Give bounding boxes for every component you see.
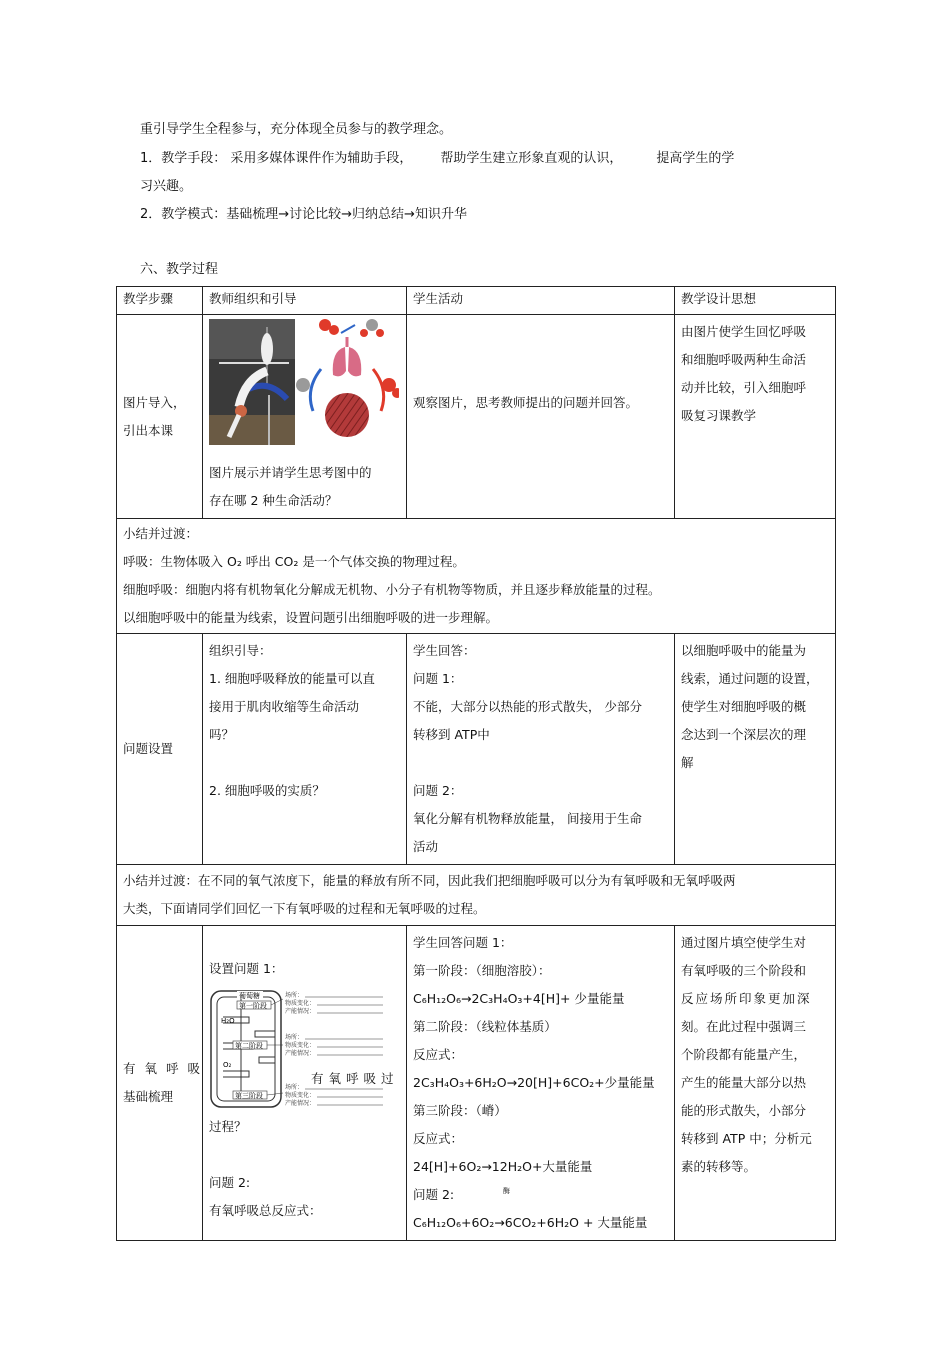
intro-item-1: [140, 147, 734, 166]
design-text: 个阶段都有能量产生，: [681, 1047, 807, 1062]
diagram-label-h2o: H₂O: [221, 1017, 235, 1025]
diagram-field-energy: 产能情况：: [285, 1008, 316, 1015]
student-text: 反应式：: [413, 1047, 464, 1062]
design-text: 有氧呼吸的三个阶段和: [681, 963, 807, 978]
teacher-text: 过程？: [209, 1119, 247, 1134]
teacher-text: 设置问题 1：: [209, 961, 284, 976]
intro-item-1-c: 提高学生的学: [656, 151, 735, 166]
enzyme-mark: 酶: [503, 1187, 510, 1195]
student-text: 学生回答：: [413, 643, 476, 658]
table-row-summary-2: [117, 865, 836, 926]
diagram-field-matter: 物质变化：: [285, 1092, 316, 1099]
teacher-text: [209, 1141, 400, 1169]
step-text: 基础梳理: [123, 1089, 174, 1104]
table-row-summary-1: [117, 519, 836, 634]
design-text: 刻。在此过程中强调三: [681, 1019, 807, 1034]
student-cell: [407, 634, 675, 865]
teacher-text: 接用于肌肉收缩等生命活动: [209, 699, 360, 714]
student-cell: [407, 926, 675, 1241]
summary-cell: [117, 865, 836, 926]
design-text: 吸复习课教学: [681, 408, 757, 423]
student-text: 问题 2:: [413, 1187, 455, 1202]
student-formula: C₆H₁₂O₆→2C₃H₄O₃+4[H]+ 少量能量: [413, 991, 625, 1006]
intro-item-1-b: 帮助学生建立形象直观的认识，: [440, 151, 623, 166]
step-cell: [117, 926, 210, 1241]
diagram-label-glucose: 葡萄糖: [239, 992, 260, 1000]
student-text: 第三阶段：（嵴）: [413, 1103, 507, 1118]
teacher-text: 2. 细胞呼吸的实质？: [209, 783, 325, 798]
diagram-field-energy: 产能情况：: [285, 1100, 316, 1107]
student-cell: [407, 315, 675, 519]
student-formula: 2C₃H₄O₃+6H₂O→20[H]+6CO₂+少量能量: [413, 1075, 655, 1090]
summary-text: 小结并过渡：: [123, 526, 199, 541]
student-text: 转移到 ATP中: [413, 727, 490, 742]
teacher-cell: [203, 634, 407, 865]
diagram-field-matter: 物质变化：: [285, 1000, 316, 1007]
summary-text: 呼吸：生物体吸入 O₂ 呼出 CO₂ 是一个气体交换的物理过程。: [123, 554, 465, 569]
aerobic-diagram: [209, 987, 400, 1113]
student-text: 观察图片，思考教师提出的问题并回答。: [413, 395, 639, 410]
step-text: 图片导入，: [123, 394, 186, 410]
design-text: 解: [681, 755, 694, 770]
table-row-intro: [117, 315, 836, 519]
diagram-field-energy: 产能情况：: [285, 1050, 316, 1057]
design-text: 反应场所印象更加深: [681, 991, 812, 1006]
teacher-text: 有氧呼吸总反应式：: [209, 1203, 322, 1218]
step-text: 引出本课: [123, 422, 174, 438]
student-text: [413, 749, 668, 777]
step-text: 有氧呼吸: [123, 1061, 210, 1076]
intro-line-1: 重引导学生全程参与，充分体现全员参与的教学理念。: [140, 122, 453, 137]
summary-text: 细胞呼吸：细胞内将有机物氧化分解成无机物、小分子有机物等物质，并且逐步释放能量的过程。: [123, 582, 661, 597]
student-text: 问题 2：: [413, 783, 463, 798]
diagram-field-place: 场所：: [285, 992, 304, 999]
design-text: 动并比较，引入细胞呼: [681, 380, 807, 395]
design-text: 和细胞呼吸两种生命活: [681, 352, 807, 367]
design-text: 产生的能量大部分以热: [681, 1075, 807, 1090]
design-text: 线索，通过问题的设置，: [681, 671, 819, 686]
summary-text: 大类，下面请同学们回忆一下有氧呼吸的过程和无氧呼吸的过程。: [123, 901, 486, 916]
diagram-field-matter: 物质变化：: [285, 1042, 316, 1049]
diagram-label-stage3: 第三阶段: [235, 1092, 263, 1100]
header-design: 教学设计思想: [675, 287, 836, 315]
design-text: 念达到一个深层次的理: [681, 727, 807, 742]
design-text: 素的转移等。: [681, 1159, 757, 1174]
design-text: 通过图片填空使学生对: [681, 935, 807, 950]
summary-text: 以细胞呼吸中的能量为线索，设置问题引出细胞呼吸的进一步理解。: [123, 610, 499, 625]
muscle-tissue-icon: [325, 393, 369, 437]
design-text: 以细胞呼吸中的能量为: [681, 643, 807, 658]
section-title: 六、教学过程: [140, 262, 219, 277]
summary-cell: [117, 519, 836, 634]
diagram-field-place: 场所：: [285, 1034, 304, 1041]
diagram-label-stage1: 第一阶段: [239, 1002, 267, 1010]
summary-text: 小结并过渡：在不同的氧气浓度下，能量的释放有所不同，因此我们把细胞呼吸可以分为有氧呼吸和无氧呼吸两: [123, 873, 736, 888]
teacher-text: 存在哪 2 种生命活动？: [209, 493, 338, 508]
student-text: 反应式：: [413, 1131, 464, 1146]
student-formula: C₆H₁₂O₆+6O₂→6CO₂+6H₂O + 大量能量: [413, 1215, 648, 1230]
teacher-text: 1. 细胞呼吸释放的能量可以直: [209, 671, 375, 686]
student-text: 第二阶段：（线粒体基质）: [413, 1019, 557, 1034]
student-text: 问题 1：: [413, 671, 463, 686]
teacher-text: 吗？: [209, 727, 235, 742]
intro-illustration: [209, 319, 400, 459]
diagram-label-stage2: 第二阶段: [235, 1042, 263, 1050]
design-cell: [675, 315, 836, 519]
co2-molecule: [366, 319, 378, 331]
table-row-aerobic: [117, 926, 836, 1241]
design-text: 使学生对细胞呼吸的概: [681, 699, 807, 714]
student-text: 活动: [413, 839, 439, 854]
teacher-text: 图片展示并请学生思考图中的: [209, 465, 372, 480]
teacher-cell: [203, 926, 407, 1241]
step-cell: 问题设置: [117, 634, 203, 865]
teacher-text-side: 有氧呼吸过: [311, 1071, 399, 1086]
table-header-row: [117, 287, 836, 315]
gymnast-respiration-image: [209, 319, 399, 457]
header-step: 教学步骤: [117, 287, 203, 315]
table-row-questions: [117, 634, 836, 865]
teacher-text: 问题 2:: [209, 1175, 251, 1190]
design-cell: [675, 926, 836, 1241]
intro-item-1-a: 1．教学手段： 采用多媒体课件作为辅助手段，: [140, 151, 413, 166]
design-cell: [675, 634, 836, 865]
design-text: 由图片使学生回忆呼吸: [681, 324, 807, 339]
student-text: 不能，大部分以热能的形式散失， 少部分: [413, 699, 642, 714]
design-text: 能的形式散失，小部分: [681, 1103, 807, 1118]
header-teacher: 教师组织和引导: [203, 287, 407, 315]
student-text: 学生回答问题 1：: [413, 935, 513, 950]
diagram-label-o2: O₂: [223, 1061, 232, 1069]
intro-item-2: 2．教学模式：基础梳理→讨论比较→归纳总结→知识升华: [140, 207, 467, 222]
student-text: 氧化分解有机物释放能量， 间接用于生命: [413, 811, 642, 826]
intro-item-1-cont: 习兴趣。: [140, 179, 193, 194]
teacher-text: 组织引导：: [209, 643, 272, 658]
header-student: 学生活动: [407, 287, 675, 315]
mitochondria-diagram: [209, 987, 385, 1113]
student-text: [413, 1181, 668, 1209]
student-formula: 24[H]+6O₂→12H₂O+大量能量: [413, 1159, 593, 1174]
student-text: 第一阶段：（细胞溶胶）：: [413, 963, 551, 978]
teacher-text: [209, 749, 400, 777]
design-text: 转移到 ATP 中；分析元: [681, 1131, 812, 1146]
teacher-cell: [203, 315, 407, 519]
lung-icon: [333, 347, 346, 376]
diagram-field-place: 场所：: [285, 1084, 304, 1091]
teaching-process-table: [116, 286, 836, 1241]
step-cell: [117, 315, 203, 519]
